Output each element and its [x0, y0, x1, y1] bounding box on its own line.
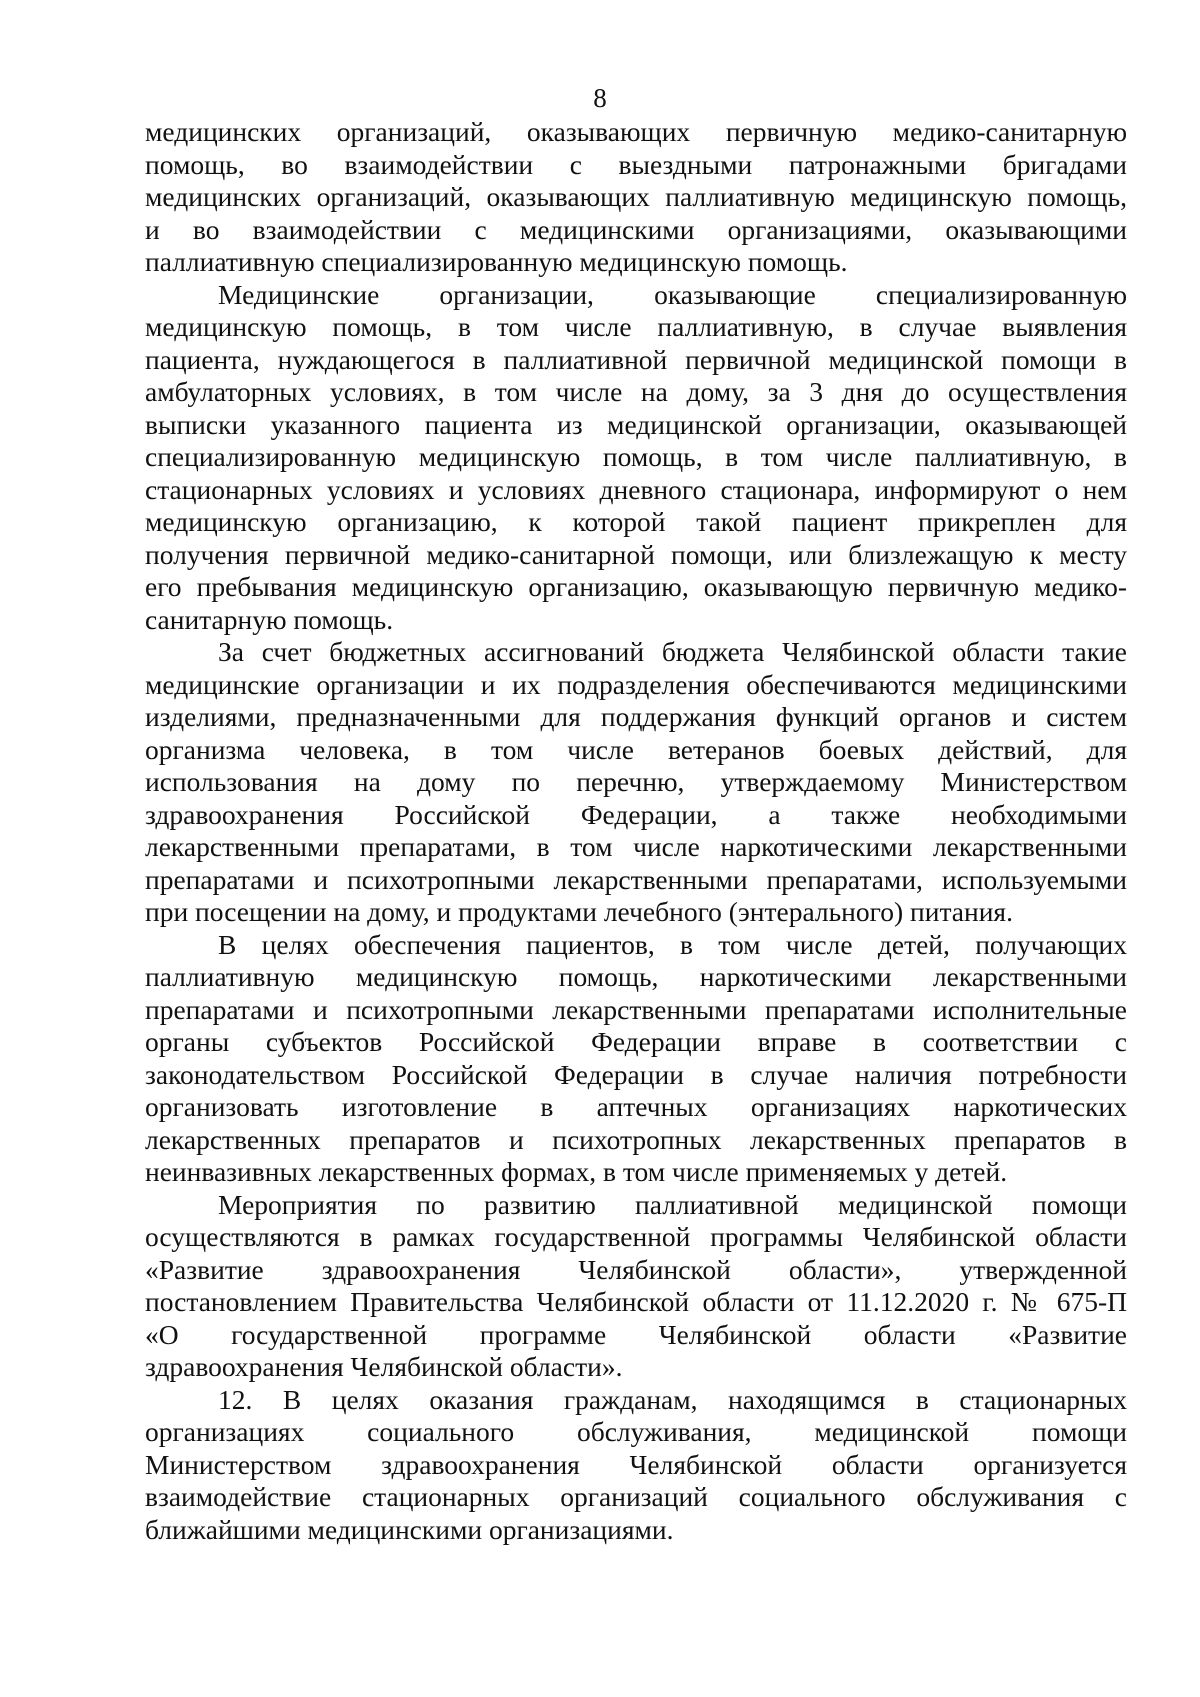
text-line: медицинских организаций, оказывающих паллиативную медицинскую помощь,	[145, 181, 1127, 212]
text-line: организма человека, в том числе ветеранов боевых действий, для	[145, 733, 1127, 765]
text-line: лекарственными препаратами, в том числе наркотическими лекарственными	[145, 831, 1127, 862]
text-line: и во взаимодействии с медицинскими организациями, оказывающими	[145, 213, 1127, 245]
text-line: здравоохранения Челябинской области».	[145, 1351, 623, 1382]
text-line: Мероприятия по развитию паллиативной медицинской помощи	[218, 1188, 1127, 1220]
text-line: помощь, во взаимодействии с выездными патронажными бригадами	[145, 148, 1127, 180]
text-line: неинвазивных лекарственных формах, в том числе применяемых у детей.	[145, 1156, 1008, 1187]
text-line: Медицинские организации, оказывающие специализированную	[218, 278, 1127, 310]
text-line: Министерством здравоохранения Челябинской области организуется	[145, 1448, 1127, 1480]
text-line: осуществляются в рамках государственной программы Челябинской области	[145, 1221, 1127, 1252]
text-line: паллиативную медицинскую помощь, наркотическими лекарственными	[145, 961, 1127, 992]
text-line: В целях обеспечения пациентов, в том числе детей, получающих	[218, 928, 1127, 960]
text-line: медицинскую помощь, в том числе паллиативную, в случае выявления	[145, 311, 1127, 342]
text-line: законодательством Российской Федерации в случае наличия потребности	[145, 1058, 1127, 1090]
text-line: санитарную помощь.	[145, 603, 394, 635]
text-line: медицинские организации и их подразделения обеспечиваются медицинскими	[145, 668, 1127, 700]
text-line: препаратами и психотропными лекарственными препаратами исполнительные	[145, 993, 1127, 1025]
text-line: взаимодействие стационарных организаций социального обслуживания с	[145, 1481, 1127, 1512]
page-number: 8	[593, 83, 607, 113]
text-line: За счет бюджетных ассигнований бюджета Челябинской области такие	[218, 636, 1127, 667]
text-line: выписки указанного пациента из медицинской организации, оказывающей	[145, 408, 1127, 440]
text-line: получения первичной медико-санитарной помощи, или близлежащую к месту	[145, 538, 1127, 570]
text-line: паллиативную специализированную медицинскую помощь.	[145, 246, 848, 277]
text-line: «Развитие здравоохранения Челябинской области», утвержденной	[145, 1253, 1127, 1285]
text-line: использования на дому по перечню, утверждаемому Министерством	[145, 766, 1127, 797]
text-line: организациях социального обслуживания, медицинской помощи	[145, 1416, 1127, 1447]
text-line: здравоохранения Российской Федерации, а также необходимыми	[145, 798, 1127, 830]
text-line: его пребывания медицинскую организацию, оказывающую первичную медико-	[145, 571, 1127, 602]
text-line: пациента, нуждающегося в паллиативной первичной медицинской помощи в	[145, 343, 1127, 375]
text-line: стационарных условиях и условиях дневного стационара, информируют о нем	[145, 473, 1127, 505]
text-line: 12. В целях оказания гражданам, находящимся в стационарных	[218, 1383, 1127, 1415]
text-line: препаратами и психотропными лекарственными препаратами, используемыми	[145, 863, 1127, 895]
text-line: амбулаторных условиях, в том числе на дому, за 3 дня до осуществления	[145, 376, 1127, 407]
text-line: при посещении на дому, и продуктами лечебного (энтерального) питания.	[145, 896, 1013, 927]
text-line: постановлением Правительства Челябинской области от 11.12.2020 г. № 675-П	[145, 1286, 1127, 1317]
text-line: медицинских организаций, оказывающих первичную медико-санитарную	[145, 116, 1127, 147]
text-line: лекарственных препаратов и психотропных лекарственных препаратов в	[145, 1123, 1127, 1155]
text-line: изделиями, предназначенными для поддержания функций органов и систем	[145, 701, 1127, 732]
text-line: органы субъектов Российской Федерации вправе в соответствии с	[145, 1026, 1127, 1057]
text-line: специализированную медицинскую помощь, в том числе паллиативную, в	[145, 441, 1127, 472]
text-line: ближайшими медицинскими организациями.	[145, 1513, 674, 1545]
text-line: организовать изготовление в аптечных организациях наркотических	[145, 1091, 1127, 1122]
text-line: медицинскую организацию, к которой такой пациент прикреплен для	[145, 506, 1127, 537]
text-line: «О государственной программе Челябинской области «Развитие	[145, 1318, 1127, 1350]
document-body	[145, 116, 1127, 1546]
